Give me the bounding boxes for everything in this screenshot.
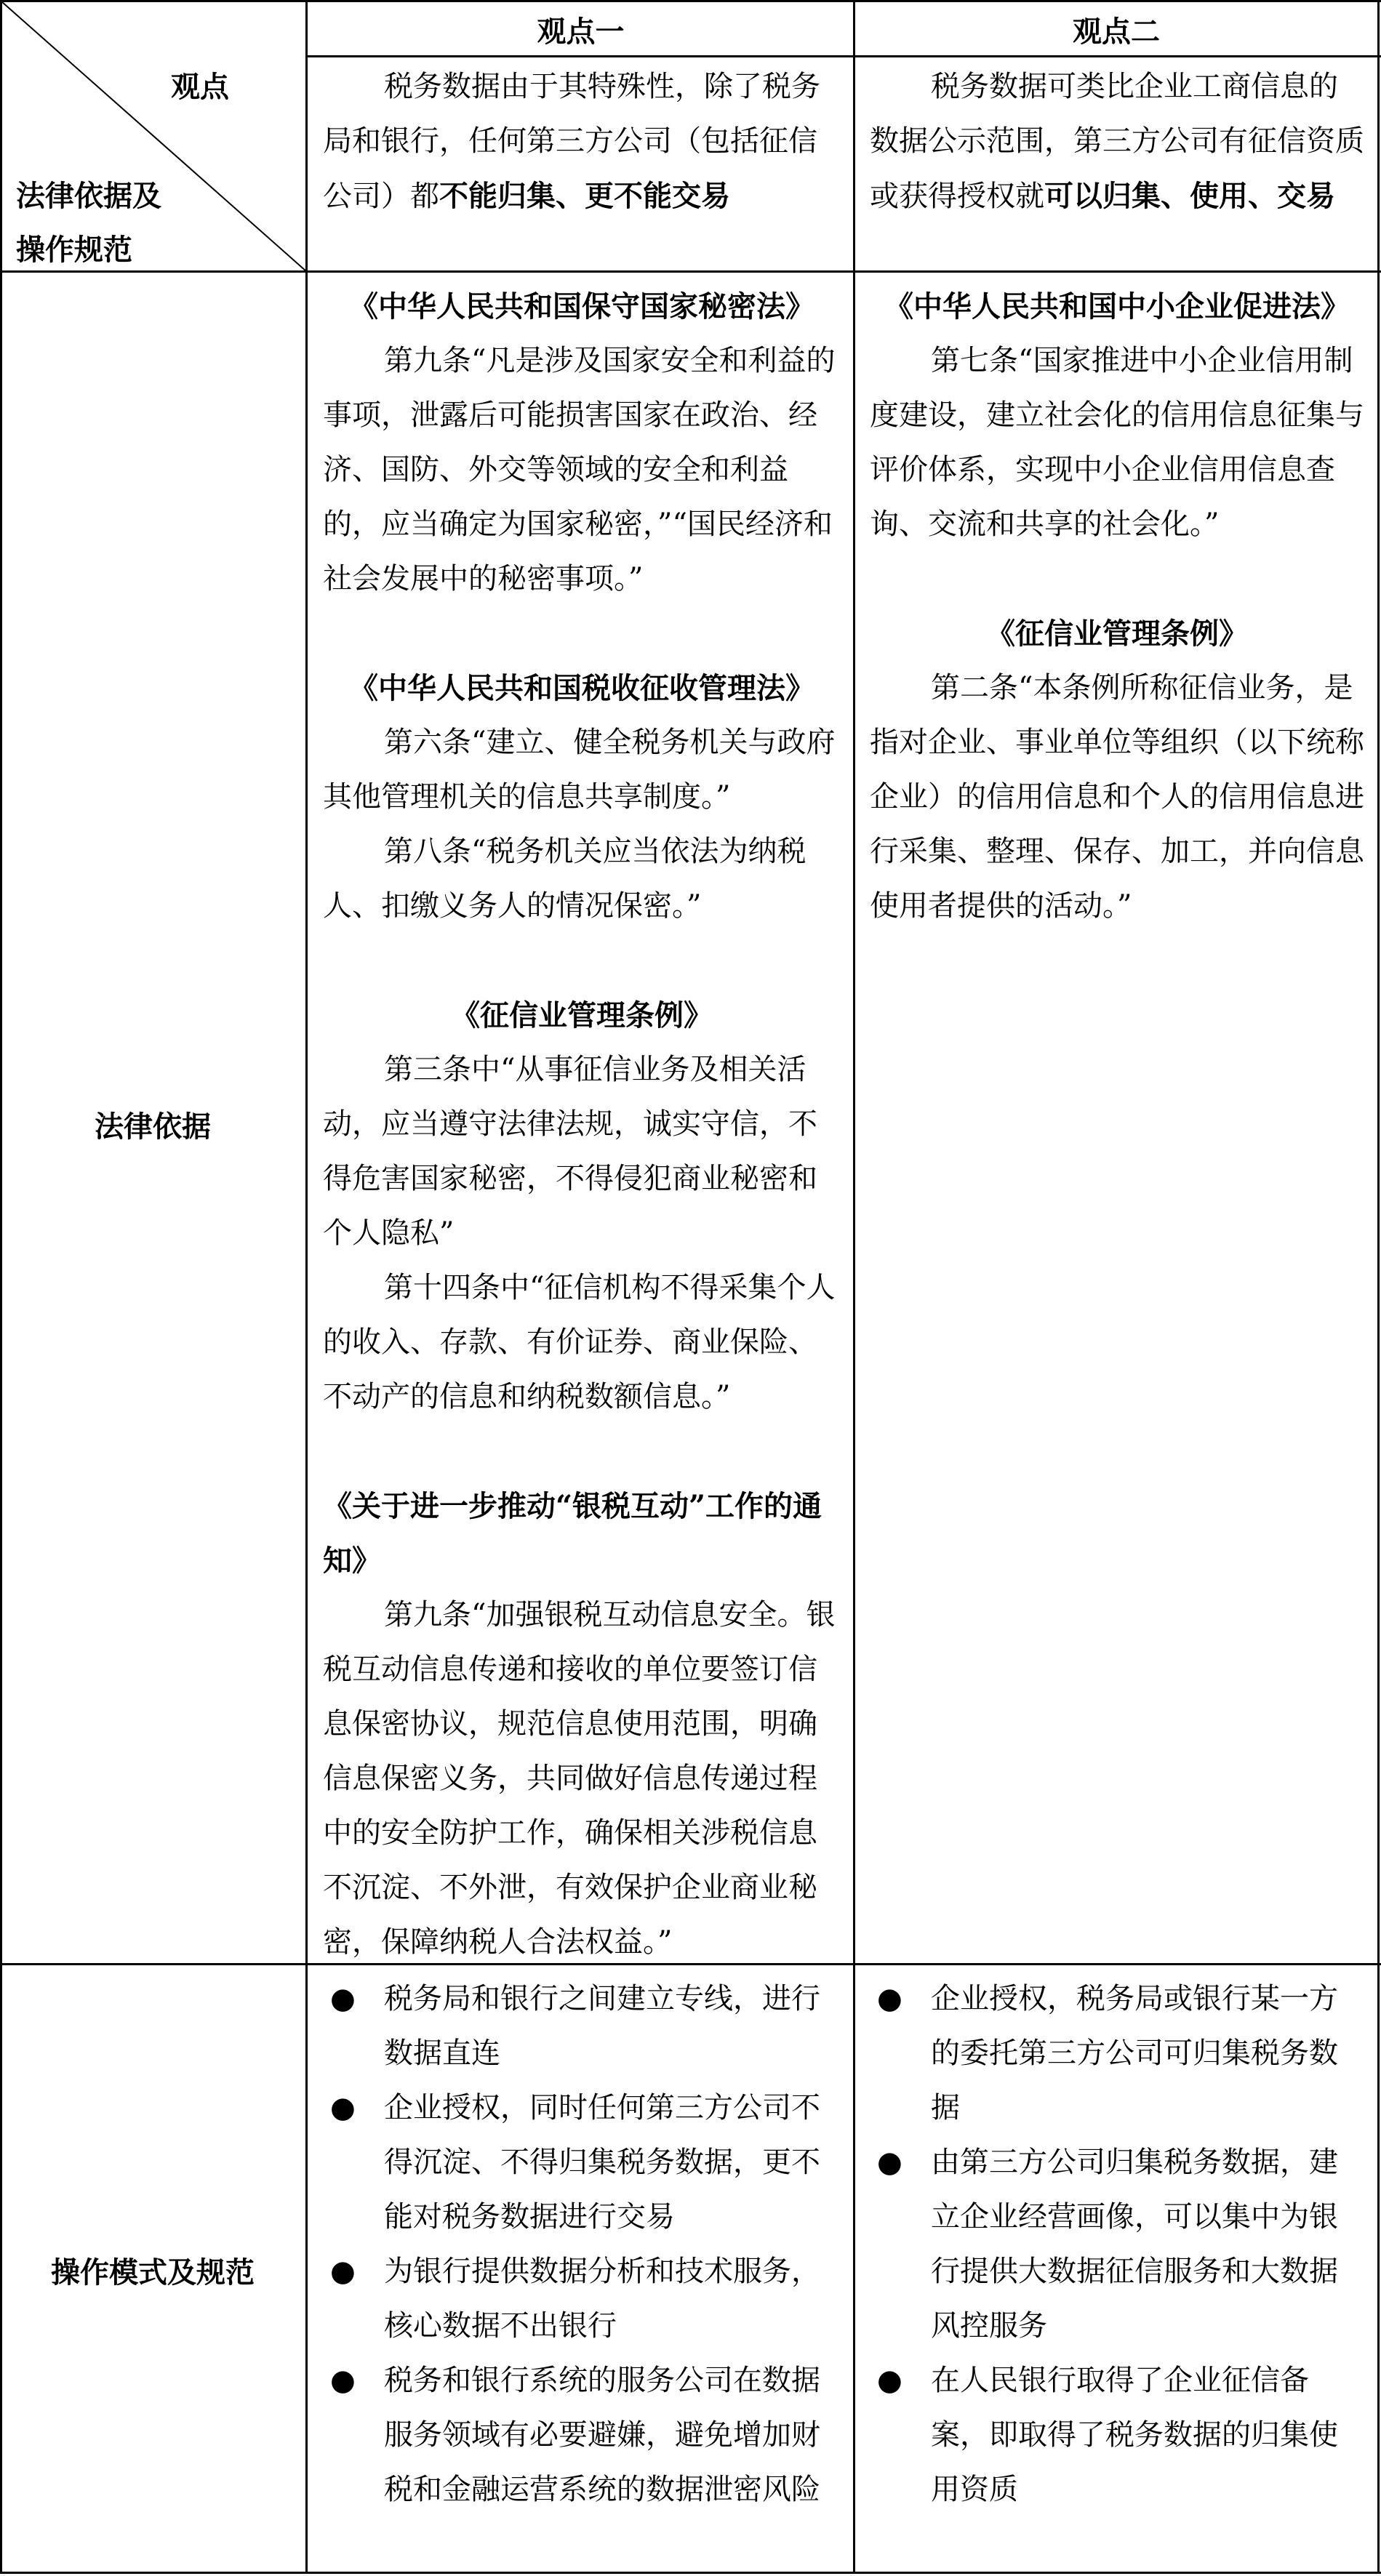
header-row-divider bbox=[305, 55, 1381, 57]
law-article: 第十四条中“征信机构不得采集个人的收入、存款、有价证券、商业保险、不动产的信息和纳税数额信息。” bbox=[323, 1271, 836, 1413]
row-label-operations: 操作模式及规范 bbox=[51, 2255, 255, 2290]
list-item-text: 为银行提供数据分析和技术服务，核心数据不出银行 bbox=[384, 2255, 820, 2343]
bullet-icon: ● bbox=[330, 1982, 356, 2015]
ops-col-1-list bbox=[323, 1972, 841, 2517]
table-border-bottom bbox=[0, 2572, 1381, 2574]
header-viewpoint-1: 观点一 bbox=[537, 15, 625, 49]
viewpoint-2-text: 税务数据可类比企业工商信息的数据公示范围，第三方公司有征信资质或获得授权就 bbox=[870, 70, 1364, 213]
law-article: 第九条“加强银税互动信息安全。银税互动信息传递和接收的单位要签订信息保密协议，规范信息使用范围，明确信息保密义务，共同做好信息传递过程中的安全防护工作，确保相关涉税信息不沉淀、不外泄，有效保护企业商业秘密，保障纳税人合法权益。” bbox=[323, 1598, 836, 1959]
law-article: 第六条“建立、健全税务机关与政府其他管理机关的信息共享制度。” bbox=[323, 726, 836, 814]
bullet-icon: ● bbox=[877, 2146, 902, 2179]
header-viewpoint-2: 观点二 bbox=[1073, 15, 1160, 49]
law-article: 第八条“税务机关应当依法为纳税人、扣缴义务人的情况保密。” bbox=[323, 835, 806, 923]
list-item bbox=[323, 2244, 841, 2354]
list-item-text: 在人民银行取得了企业征信备案，即取得了税务数据的归集使用资质 bbox=[931, 2364, 1338, 2506]
list-item-text: 税务和银行系统的服务公司在数据服务领域有必要避嫌，避免增加财税和金融运营系统的数据泄密风险 bbox=[384, 2364, 820, 2506]
viewpoint-2-conclusion: 可以归集、使用、交易 bbox=[1044, 179, 1335, 213]
viewpoint-1-conclusion: 不能归集、更不能交易 bbox=[439, 179, 730, 213]
law-title-tax-collection: 《中华人民共和国税收征收管理法》 bbox=[349, 671, 814, 705]
law-title-credit-regulation: 《征信业管理条例》 bbox=[986, 617, 1248, 651]
list-item-text: 企业授权，税务局或银行某一方的委托第三方公司可归集税务数据 bbox=[931, 1982, 1338, 2124]
law-article: 第七条“国家推进中小企业信用制度建设，建立社会化的信用信息征集与评价体系，实现中小企业信用信息查询、交流和共享的社会化。” bbox=[870, 344, 1364, 541]
list-item-text: 企业授权，同时任何第三方公司不得沉淀、不得归集税务数据，更不能对税务数据进行交易 bbox=[384, 2091, 820, 2234]
law-article: 第二条“本条例所称征信业务，是指对企业、事业单位等组织（以下统称企业）的信用信息和个人的信用信息进行采集、整理、保存、加工，并向信息使用者提供的活动。” bbox=[870, 671, 1364, 923]
law-title-credit-regulation: 《征信业管理条例》 bbox=[451, 998, 713, 1032]
table-border-left bbox=[0, 0, 2, 2574]
column-divider-2 bbox=[853, 0, 855, 2574]
list-item bbox=[323, 2354, 841, 2517]
viewpoint-1-text: 税务数据由于其特殊性，除了税务局和银行，任何第三方公司（包括征信公司）都 bbox=[323, 70, 820, 213]
legal-col-1 bbox=[323, 279, 841, 1970]
row-label-legal-basis: 法律依据 bbox=[95, 1110, 211, 1144]
column-divider-1 bbox=[305, 0, 308, 2574]
list-item-text: 由第三方公司归集税务数据，建立企业经营画像，可以集中为银行提供大数据征信服务和大数据风控服务 bbox=[931, 2146, 1338, 2343]
list-item bbox=[870, 2135, 1364, 2354]
list-item bbox=[870, 2354, 1364, 2517]
bullet-icon: ● bbox=[330, 2364, 356, 2397]
law-article: 第九条“凡是涉及国家安全和利益的事项，泄露后可能损害国家在政治、经济、国防、外交等领域的安全和利益的，应当确定为国家秘密，”“国民经济和社会发展中的秘密事项。” bbox=[323, 344, 836, 595]
ops-col-2-list bbox=[870, 1972, 1364, 2517]
list-item bbox=[870, 1972, 1364, 2135]
list-item-text: 税务局和银行之间建立专线，进行数据直连 bbox=[384, 1982, 820, 2070]
law-title-state-secrets: 《中华人民共和国保守国家秘密法》 bbox=[349, 289, 814, 324]
list-item bbox=[323, 2081, 841, 2244]
law-title-sme-promotion: 《中华人民共和国中小企业促进法》 bbox=[884, 289, 1350, 324]
viewpoint-2-statement bbox=[870, 60, 1364, 224]
corner-label-viewpoint: 观点 bbox=[171, 70, 229, 104]
legal-col-2 bbox=[870, 279, 1364, 934]
bullet-icon: ● bbox=[330, 2091, 356, 2124]
law-article: 第三条中“从事征信业务及相关活动，应当遵守法律法规，诚实守信，不得危害国家秘密，不得侵犯商业秘密和个人隐私” bbox=[323, 1053, 817, 1250]
corner-label-ops: 操作规范 bbox=[16, 233, 132, 267]
viewpoint-1-statement bbox=[323, 60, 841, 224]
bullet-icon: ● bbox=[877, 1982, 902, 2015]
bullet-icon: ● bbox=[330, 2255, 356, 2288]
corner-label-legal: 法律依据及 bbox=[16, 179, 161, 213]
list-item bbox=[323, 1972, 841, 2081]
table-border-right bbox=[1377, 0, 1380, 2574]
law-title-bank-tax-notice: 《关于进一步推动“银税互动”工作的通知》 bbox=[323, 1489, 822, 1578]
bullet-icon: ● bbox=[877, 2364, 902, 2397]
